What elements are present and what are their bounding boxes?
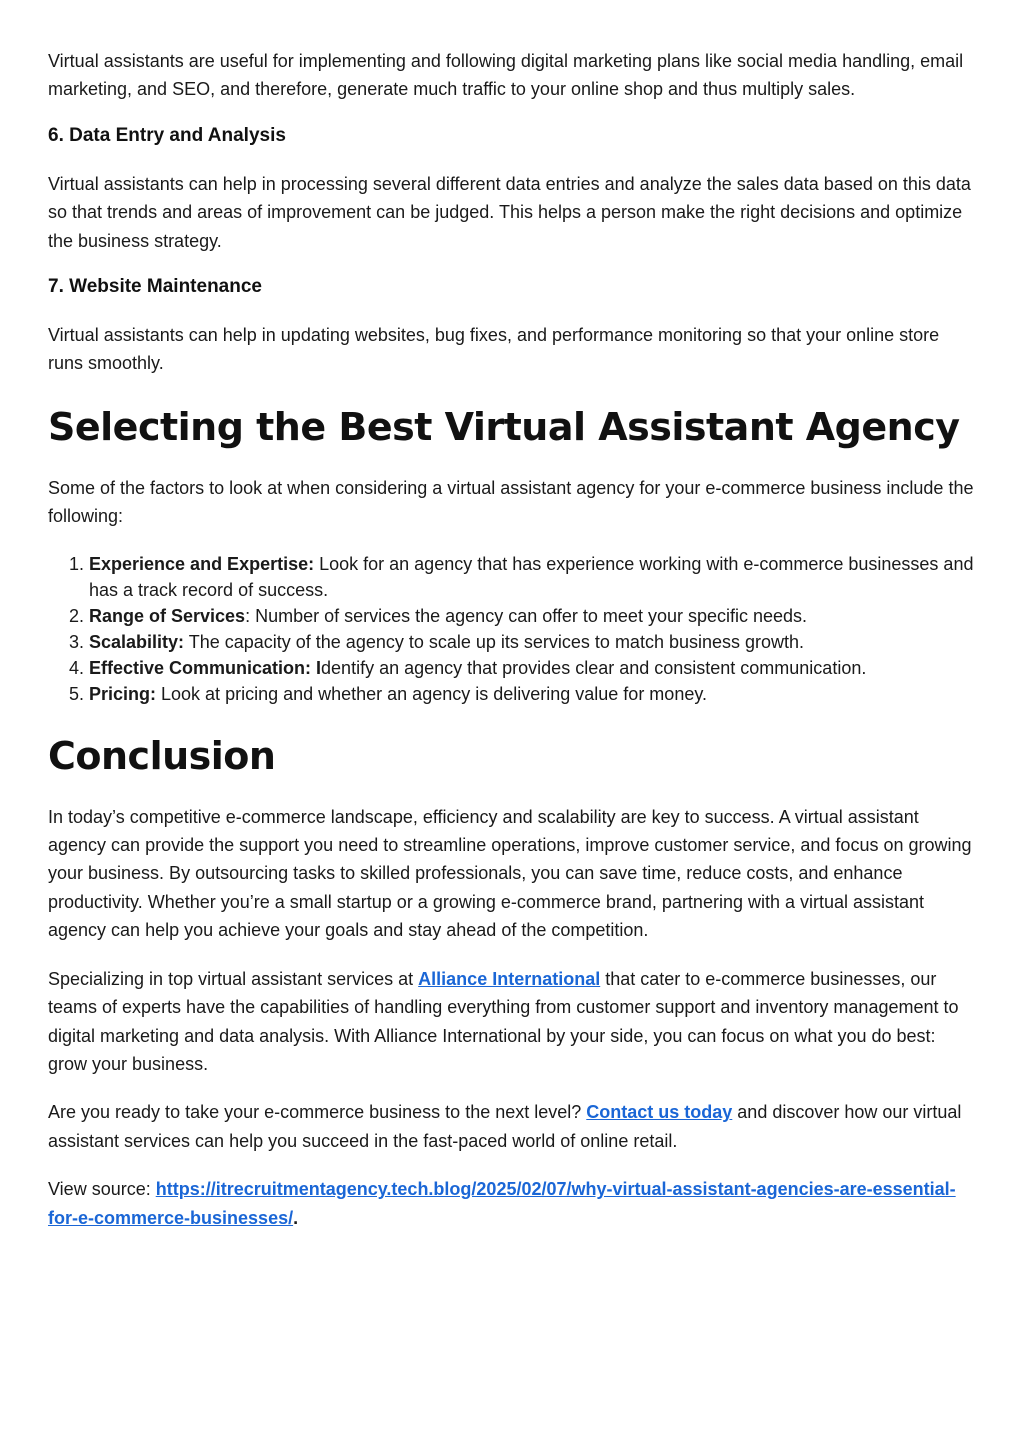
list-item-term: Scalability:: [89, 631, 185, 652]
source-link[interactable]: https://itrecruitmentagency.tech.blog/2025/02/07/why-virtual-assistant-agencies-are-essential-for-e-commerce-businesses/: [48, 1179, 956, 1228]
list-item-term: Experience and Expertise:: [89, 553, 315, 574]
list-item-text: Look for an agency that has experience working with e-commerce businesses and has a track record of success.: [89, 553, 974, 600]
factors-list: [48, 551, 978, 707]
list-item-term: Effective Communication: I: [89, 657, 322, 678]
conclusion-paragraph-3: [48, 1098, 978, 1155]
list-item: [89, 681, 978, 707]
alliance-international-link[interactable]: Alliance International: [418, 968, 601, 989]
paragraph-text: Are you ready to take your e-commerce business to the next level?: [48, 1102, 587, 1123]
conclusion-paragraph-1: In today’s competitive e-commerce landscape, efficiency and scalability are key to success. A virtual assistant agency can provide the support you need to streamline operations, improve customer service, and focus on growing your business. By outsourcing tasks to skilled professionals, you can save time, reduce costs, and enhance productivity. Whether you’re a small startup or a growing e-commerce brand, partnering with a virtual assistant agency can help you achieve your goals and stay ahead of the competition.: [48, 806, 972, 941]
paragraph-text: and discover how our virtual assistant services can help you succeed in the fast-paced world of online retail.: [48, 1102, 962, 1151]
list-item-text: dentify an agency that provides clear and consistent communication.: [321, 657, 867, 678]
section6-heading: 6. Data Entry and Analysis: [48, 124, 286, 146]
list-item-text: Look at pricing and whether an agency is delivering value for money.: [156, 683, 708, 704]
contact-us-link[interactable]: Contact us today: [586, 1102, 733, 1123]
paragraph-text: that cater to e-commerce businesses, our teams of experts have the capabilities of handling everything from customer support and inventory management to digital marketing and data analysis. With Alliance International by your side, you can focus on what you do best: grow your business.: [48, 968, 959, 1074]
list-item: [89, 629, 978, 655]
list-item-term: Pricing:: [89, 683, 157, 704]
list-item-text: : Number of services the agency can offer to meet your specific needs.: [245, 605, 808, 626]
document-page: [48, 47, 978, 1232]
section7-body: Virtual assistants can help in updating websites, bug fixes, and performance monitoring so that your online store runs smoothly.: [48, 325, 940, 374]
intro-paragraph: Virtual assistants are useful for implementing and following digital marketing plans like social media handling, email marketing, and SEO, and therefore, generate much traffic to your online shop and thus multiply sales.: [48, 51, 964, 100]
list-item-text: The capacity of the agency to scale up its services to match business growth.: [184, 631, 805, 652]
section7-heading: 7. Website Maintenance: [48, 276, 262, 298]
list-item: [89, 603, 978, 629]
source-paragraph: [48, 1175, 978, 1232]
paragraph-text: Specializing in top virtual assistant services at: [48, 968, 419, 989]
section6-body: Virtual assistants can help in processing several different data entries and analyze the sales data based on this data so that trends and areas of improvement can be judged. This helps a person make the right decisions and optimize the business strategy.: [48, 173, 971, 251]
source-end: .: [293, 1207, 299, 1228]
selecting-heading: Selecting the Best Virtual Assistant Agency: [48, 404, 960, 449]
list-item-term: Range of Services: [89, 605, 246, 626]
list-item: [89, 655, 978, 681]
list-item: [89, 551, 978, 603]
conclusion-heading: Conclusion: [48, 733, 276, 778]
conclusion-paragraph-2: [48, 965, 978, 1079]
source-label: View source:: [48, 1179, 156, 1200]
selecting-intro: Some of the factors to look at when considering a virtual assistant agency for your e-commerce business include the following:: [48, 477, 974, 527]
